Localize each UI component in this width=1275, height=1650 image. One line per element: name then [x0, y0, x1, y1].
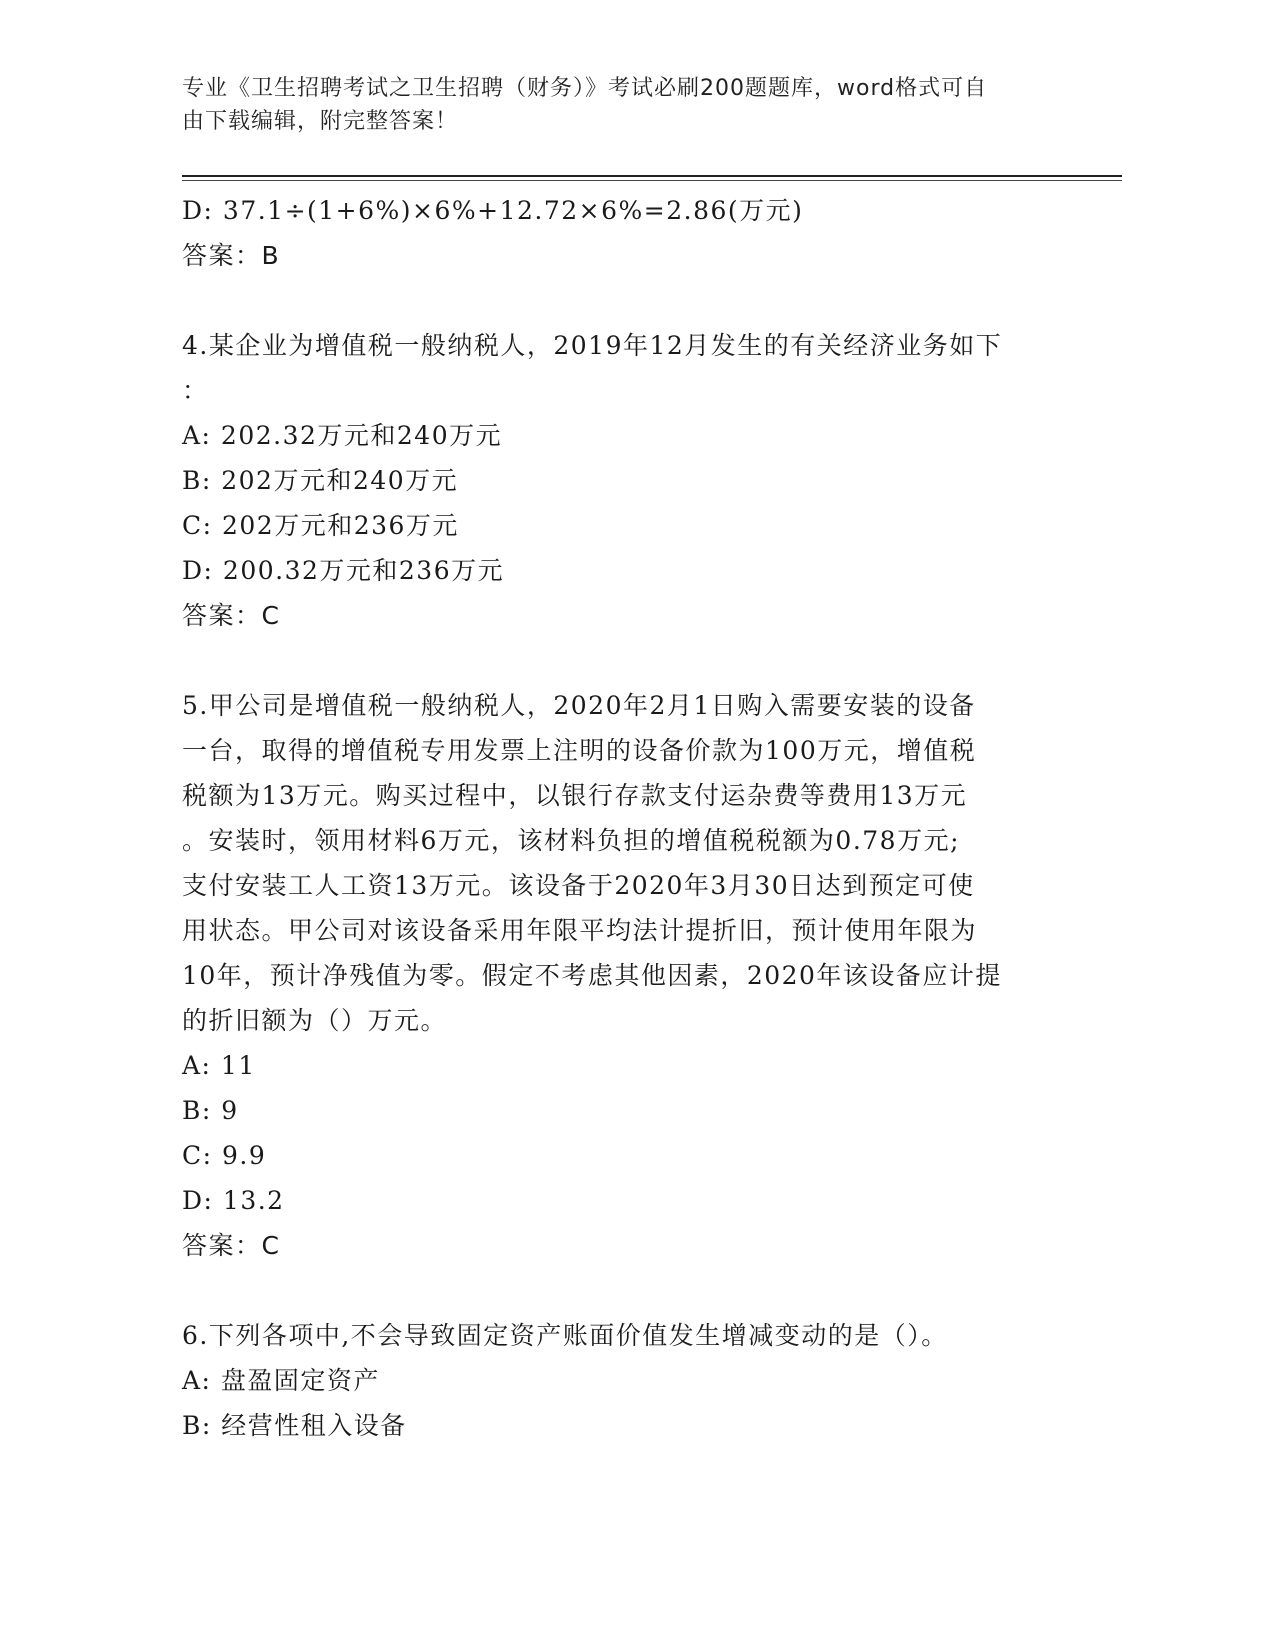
question-stem-line: 支付安装工人工资13万元。该设备于2020年3月30日达到预定可使 — [182, 871, 975, 900]
answer-line: 答案：C — [182, 1231, 281, 1260]
option-d: D: 37.1÷(1+6%)×6%+12.72×6%=2.86(万元) — [182, 196, 804, 225]
question-stem-line: 税额为13万元。购买过程中，以银行存款支付运杂费等费用13万元 — [182, 781, 968, 810]
header-divider-thick — [182, 175, 1122, 177]
option-a: A: 202.32万元和240万元 — [182, 421, 503, 450]
answer-line: 答案：C — [182, 601, 281, 630]
option-b: B: 经营性租入设备 — [182, 1411, 407, 1440]
option-a: A: 11 — [182, 1051, 256, 1080]
option-d: D: 200.32万元和236万元 — [182, 556, 505, 585]
option-c: C: 9.9 — [182, 1141, 267, 1170]
question-stem-line: 5.甲公司是增值税一般纳税人，2020年2月1日购入需要安装的设备 — [182, 691, 976, 720]
document-header — [182, 72, 1062, 138]
option-b: B: 9 — [182, 1096, 239, 1125]
header-line-1: 专业《卫生招聘考试之卫生招聘（财务）》考试必刷200题题库，word格式可自 — [182, 76, 988, 101]
question-5 — [182, 683, 1082, 1268]
question-stem-line: ： — [182, 376, 209, 405]
option-a: A: 盘盈固定资产 — [182, 1366, 380, 1395]
document-body — [182, 188, 1082, 1448]
header-divider-thin — [182, 180, 1122, 181]
question-stem-line: 10年，预计净残值为零。假定不考虑其他因素，2020年该设备应计提 — [182, 961, 1002, 990]
header-line-2: 由下载编辑，附完整答案！ — [182, 109, 459, 134]
question-6 — [182, 1313, 1082, 1448]
answer-line: 答案：B — [182, 241, 281, 270]
question-stem-line: 用状态。甲公司对该设备采用年限平均法计提折旧，预计使用年限为 — [182, 916, 978, 945]
question-3-tail — [182, 188, 1082, 278]
question-stem-line: 一台，取得的增值税专用发票上注明的设备价款为100万元，增值税 — [182, 736, 977, 765]
question-stem-line: 4.某企业为增值税一般纳税人，2019年12月发生的有关经济业务如下 — [182, 331, 1003, 360]
question-stem-line: 的折旧额为（）万元。 — [182, 1006, 448, 1035]
option-b: B: 202万元和240万元 — [182, 466, 459, 495]
option-c: C: 202万元和236万元 — [182, 511, 459, 540]
question-stem-line: 6.下列各项中,不会导致固定资产账面价值发生增减变动的是（）。 — [182, 1321, 948, 1350]
option-d: D: 13.2 — [182, 1186, 285, 1215]
question-stem-line: 。安装时，领用材料6万元，该材料负担的增值税税额为0.78万元; — [182, 826, 960, 855]
question-4 — [182, 323, 1082, 638]
